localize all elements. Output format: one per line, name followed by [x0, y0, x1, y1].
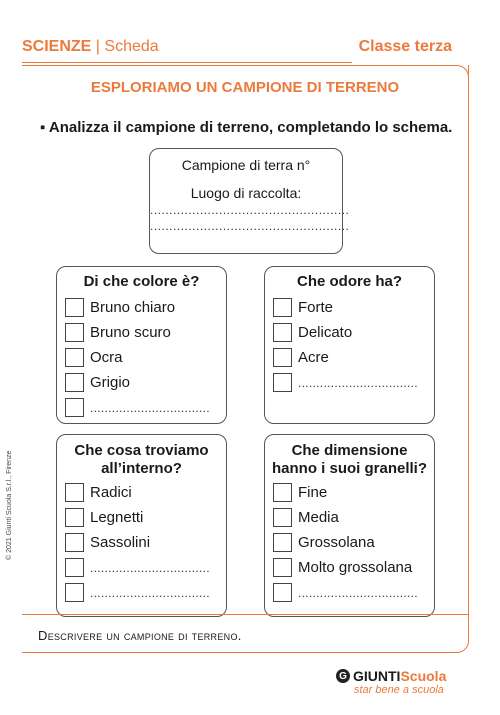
option-grigio[interactable]: Grigio [65, 370, 210, 395]
option-blank[interactable]: ................................. [65, 555, 210, 580]
checkbox[interactable] [65, 558, 84, 577]
option-fine[interactable]: Fine [273, 480, 418, 505]
color-question-box [56, 266, 227, 424]
smell-options [273, 295, 418, 395]
grain-size-question-box [264, 434, 435, 617]
option-blank[interactable]: ................................. [65, 580, 210, 605]
sample-number-label: Campione di terra n° [181, 157, 311, 173]
color-question-title: Di che colore è? [83, 273, 200, 290]
option-forte[interactable]: Forte [273, 295, 418, 320]
checkbox[interactable] [273, 323, 292, 342]
option-blank[interactable]: ................................. [273, 580, 418, 605]
logo-tagline: star bene a scuola [354, 684, 444, 696]
footer-rule [22, 614, 468, 615]
option-ocra[interactable]: Ocra [65, 345, 210, 370]
inside-question-box [56, 434, 227, 617]
option-molto-grossolana[interactable]: Molto grossolana [273, 555, 418, 580]
collection-place-blank-1[interactable]: .................................................... [150, 203, 350, 217]
sheet-type-label: Scheda [104, 38, 159, 55]
header-subject [22, 38, 159, 56]
header-rule [22, 62, 352, 63]
header-separator: | [95, 38, 100, 55]
color-options [65, 295, 210, 420]
checkbox[interactable] [65, 298, 84, 317]
checkbox[interactable] [65, 508, 84, 527]
option-media[interactable]: Media [273, 505, 418, 530]
checkbox[interactable] [273, 583, 292, 602]
copyright-text: © 2021 Giunti Scuola S.r.l., Firenze [6, 450, 13, 560]
checkbox[interactable] [65, 348, 84, 367]
option-bruno-chiaro[interactable]: Bruno chiaro [65, 295, 210, 320]
option-sassolini[interactable]: Sassolini [65, 530, 210, 555]
checkbox[interactable] [65, 583, 84, 602]
option-radici[interactable]: Radici [65, 480, 210, 505]
option-blank[interactable]: ................................. [65, 395, 210, 420]
option-legnetti[interactable]: Legnetti [65, 505, 210, 530]
checkbox[interactable] [65, 483, 84, 502]
checkbox[interactable] [65, 373, 84, 392]
option-blank[interactable]: ................................. [273, 370, 418, 395]
option-delicato[interactable]: Delicato [273, 320, 418, 345]
inside-question-title: Che cosa troviamo all’interno? [74, 442, 209, 477]
checkbox[interactable] [273, 373, 292, 392]
collection-place-label: Luogo di raccolta: [190, 185, 302, 201]
grain-size-question-title: Che dimensione hanno i suoi granelli? [271, 442, 427, 477]
logo-wordmark: G GIUNTI Scuola [336, 668, 446, 684]
checkbox[interactable] [273, 483, 292, 502]
checkbox[interactable] [65, 323, 84, 342]
smell-question-title: Che odore ha? [296, 273, 402, 290]
footer-caption: Descrivere un campione di terreno. [38, 628, 242, 643]
smell-question-box [264, 266, 435, 424]
sample-info-box [149, 148, 350, 254]
grain-size-options [273, 480, 418, 605]
checkbox[interactable] [65, 533, 84, 552]
publisher-logo [336, 668, 446, 696]
class-label: Classe terza [358, 38, 452, 55]
checkbox[interactable] [273, 533, 292, 552]
instruction-text: ▪ Analizza il campione di terreno, completando lo schema. [40, 119, 453, 136]
option-grossolana[interactable]: Grossolana [273, 530, 418, 555]
option-acre[interactable]: Acre [273, 345, 418, 370]
collection-place-blank-2[interactable]: .................................................... [150, 219, 350, 233]
inside-options [65, 480, 210, 605]
checkbox[interactable] [273, 508, 292, 527]
checkbox[interactable] [273, 558, 292, 577]
option-bruno-scuro[interactable]: Bruno scuro [65, 320, 210, 345]
page-title: ESPLORIAMO UN CAMPIONE DI TERRENO [90, 79, 400, 96]
checkbox[interactable] [273, 348, 292, 367]
checkbox[interactable] [273, 298, 292, 317]
checkbox[interactable] [65, 398, 84, 417]
subject-label: SCIENZE [22, 38, 92, 55]
logo-g-icon: G [336, 669, 350, 683]
